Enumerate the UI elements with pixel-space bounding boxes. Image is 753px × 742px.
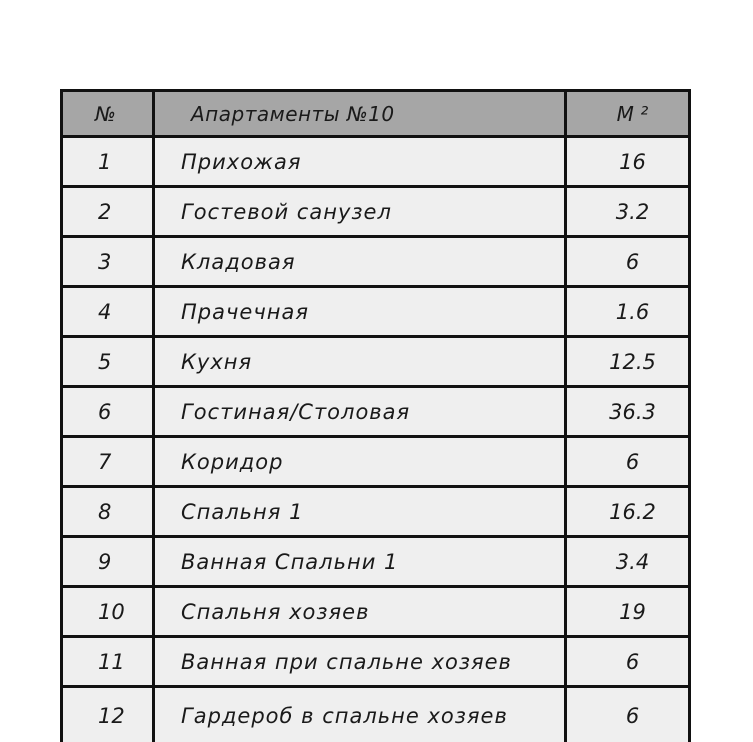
room-area: 6	[625, 449, 640, 474]
room-name: Гостевой санузел	[155, 188, 567, 235]
room-name: Спальня 1	[155, 488, 567, 535]
table-row	[63, 288, 688, 338]
table-row	[63, 538, 688, 588]
table-header-row	[63, 92, 688, 138]
row-number: 6	[63, 388, 155, 435]
room-name: Гардероб в спальне хозяев	[155, 688, 567, 742]
table-row	[63, 488, 688, 538]
room-area-table	[60, 89, 691, 742]
room-area: 19	[619, 599, 646, 624]
table-row	[63, 688, 688, 742]
room-area: 3.4	[615, 549, 650, 574]
room-name: Коридор	[155, 438, 567, 485]
table-row	[63, 438, 688, 488]
room-area: 12.5	[609, 349, 656, 374]
row-number: 2	[63, 188, 155, 235]
header-apartment-title: Апартаменты №10	[155, 92, 567, 135]
row-number: 5	[63, 338, 155, 385]
row-number: 12	[63, 688, 155, 742]
room-name: Гостиная/Столовая	[155, 388, 567, 435]
room-name: Кладовая	[155, 238, 567, 285]
row-number: 10	[63, 588, 155, 635]
room-area: 6	[625, 703, 640, 728]
room-name: Ванная Спальни 1	[155, 538, 567, 585]
room-name: Кухня	[155, 338, 567, 385]
row-number: 4	[63, 288, 155, 335]
table-row	[63, 138, 688, 188]
table-row	[63, 588, 688, 638]
room-area: 36.3	[609, 399, 656, 424]
room-area: 6	[625, 249, 640, 274]
table-row	[63, 238, 688, 288]
header-area-unit: М ²	[616, 101, 649, 126]
row-number: 7	[63, 438, 155, 485]
row-number: 1	[63, 138, 155, 185]
row-number: 3	[63, 238, 155, 285]
row-number: 9	[63, 538, 155, 585]
table-row	[63, 338, 688, 388]
room-area: 6	[625, 649, 640, 674]
table-row	[63, 188, 688, 238]
row-number: 8	[63, 488, 155, 535]
room-area: 1.6	[615, 299, 650, 324]
table-row	[63, 388, 688, 438]
row-number: 11	[63, 638, 155, 685]
room-area: 16	[619, 149, 646, 174]
room-area: 3.2	[615, 199, 650, 224]
header-number: №	[63, 92, 155, 135]
room-area: 16.2	[609, 499, 656, 524]
room-name: Ванная при спальне хозяев	[155, 638, 567, 685]
room-name: Спальня хозяев	[155, 588, 567, 635]
table-row	[63, 638, 688, 688]
room-name: Прихожая	[155, 138, 567, 185]
room-name: Прачечная	[155, 288, 567, 335]
